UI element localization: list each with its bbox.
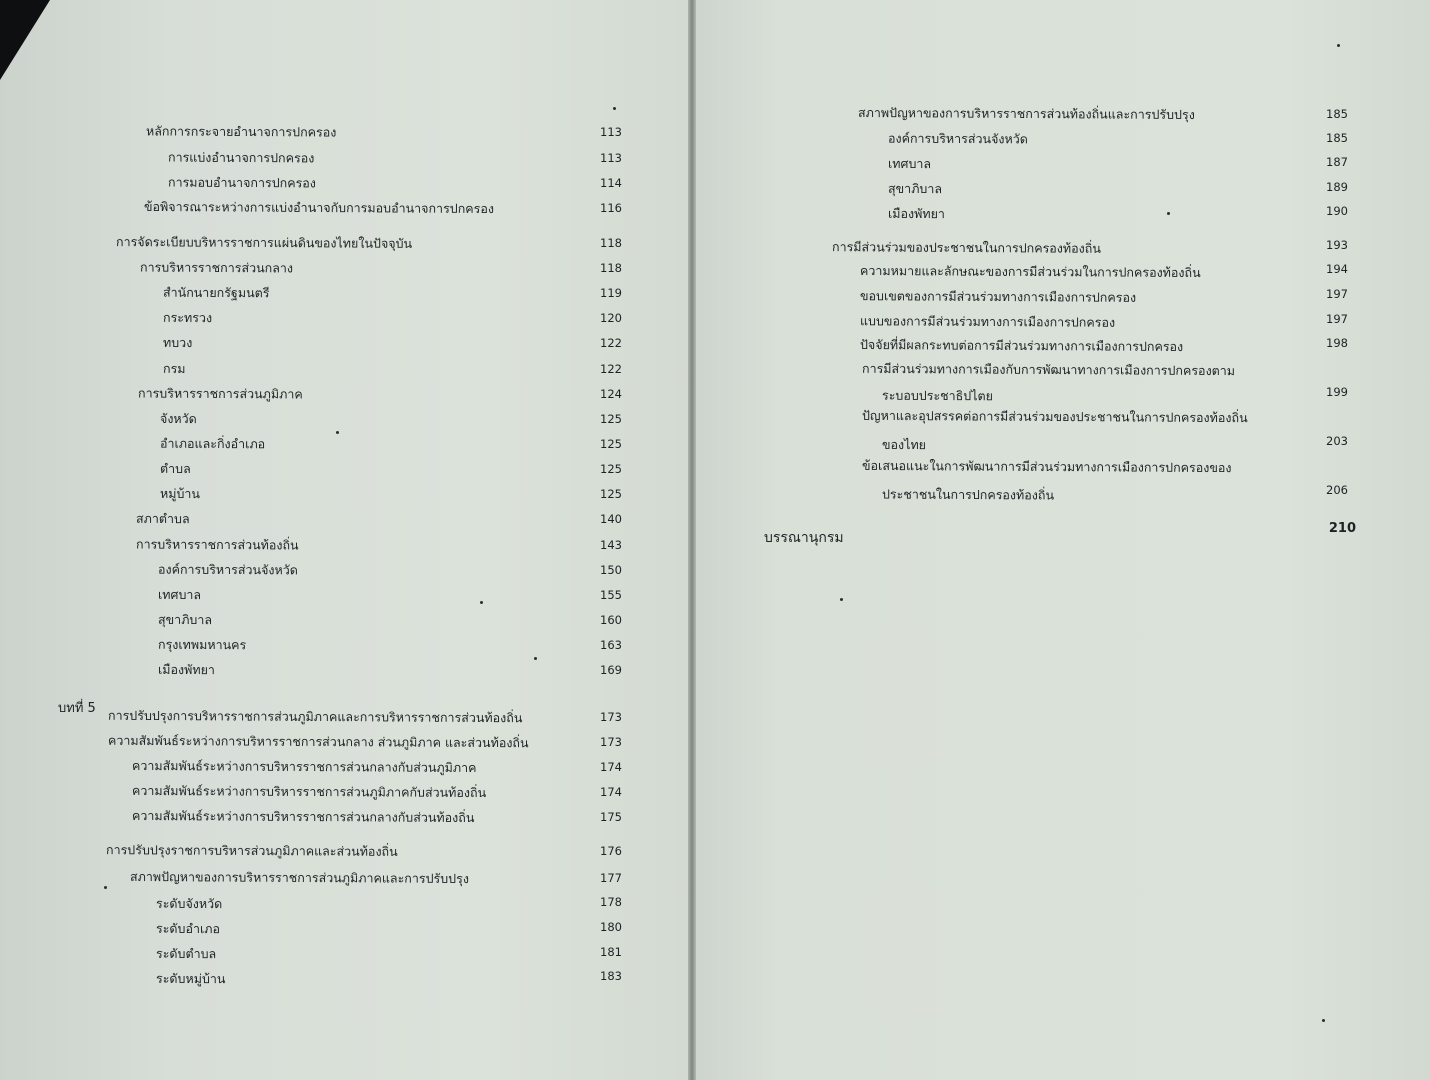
toc-entry: เมืองพัทยา <box>888 205 945 222</box>
toc-page-number: 178 <box>600 895 622 909</box>
paper-speck <box>1322 1019 1325 1022</box>
toc-page-number: 180 <box>600 920 622 934</box>
toc-entry: การมีส่วนร่วมของประชาชนในการปกครองท้องถิ่น <box>832 239 1101 256</box>
toc-page-number: 113 <box>600 151 622 165</box>
toc-page-number: 187 <box>1326 155 1348 169</box>
toc-entry: สภาพปัญหาของการบริหารราชการส่วนท้องถิ่นและการปรับปรุง <box>858 104 1195 123</box>
toc-entry: สภาพปัญหาของการบริหารราชการส่วนภูมิภาคและการปรับปรุง <box>130 868 469 887</box>
toc-page-number: 173 <box>600 735 622 749</box>
toc-entry: องค์การบริหารส่วนจังหวัด <box>888 130 1028 147</box>
toc-page-number: 193 <box>1326 238 1348 252</box>
toc-page-number: 175 <box>600 810 622 824</box>
paper-speck <box>336 431 339 434</box>
toc-entry: กรุงเทพมหานคร <box>158 636 247 653</box>
toc-entry: ความสัมพันธ์ระหว่างการบริหารราชการส่วนกลางกับส่วนภูมิภาค <box>132 757 477 776</box>
toc-entry: ข้อเสนอแนะในการพัฒนาการมีส่วนร่วมทางการเมืองการปกครองของ <box>862 457 1232 476</box>
toc-page-number: 125 <box>600 462 622 476</box>
toc-entry: การจัดระเบียบบริหารราชการแผ่นดินของไทยในปัจจุบัน <box>116 234 413 251</box>
toc-entry: ปัจจัยที่มีผลกระทบต่อการมีส่วนร่วมทางการเมืองการปกครอง <box>860 337 1184 354</box>
toc-page-number: 113 <box>600 125 622 139</box>
toc-page-number: 176 <box>600 844 622 858</box>
toc-entry: เทศบาล <box>158 586 202 603</box>
toc-entry: กระทรวง <box>163 309 213 326</box>
toc-page-number: 197 <box>1326 287 1348 301</box>
toc-page-number: 122 <box>600 362 622 376</box>
toc-entry: ระดับหมู่บ้าน <box>156 970 226 987</box>
toc-entry: การมีส่วนร่วมทางการเมืองกับการพัฒนาทางการเมืองการปกครองตาม <box>862 360 1236 379</box>
toc-page-number: 125 <box>600 437 622 451</box>
toc-page-number: 199 <box>1326 385 1348 399</box>
paper-speck <box>480 601 483 604</box>
bibliography-page-number: 210 <box>1328 521 1356 536</box>
toc-entry: องค์การบริหารส่วนจังหวัด <box>158 561 298 578</box>
toc-page-number: 163 <box>600 638 622 652</box>
toc-entry: ความสัมพันธ์ระหว่างการบริหารราชการส่วนกลางกับส่วนท้องถิ่น <box>132 807 475 826</box>
toc-entry: สุขาภิบาล <box>888 180 943 197</box>
toc-entry: ขอบเขตของการมีส่วนร่วมทางการเมืองการปกครอง <box>860 288 1137 305</box>
toc-entry: กรม <box>163 360 186 377</box>
toc-page-number: 160 <box>600 613 622 627</box>
toc-page-number: 185 <box>1326 131 1348 145</box>
toc-page-number: 206 <box>1326 483 1348 497</box>
toc-entry: เทศบาล <box>888 155 932 172</box>
toc-page-number: 183 <box>600 969 622 983</box>
chapter-label: บทที่ 5 <box>58 701 96 716</box>
toc-page-number: 119 <box>600 286 622 300</box>
toc-entry: ความหมายและลักษณะของการมีส่วนร่วมในการปกครองท้องถิ่น <box>860 262 1201 281</box>
toc-entry: ประชาชนในการปกครองท้องถิ่น <box>882 486 1054 503</box>
toc-entry: ของไทย <box>882 436 927 453</box>
toc-entry: ความสัมพันธ์ระหว่างการบริหารราชการส่วนภูมิภาคกับส่วนท้องถิ่น <box>132 782 487 801</box>
toc-page-number: 173 <box>600 710 622 724</box>
paper-speck <box>104 886 107 889</box>
toc-page-number: 169 <box>600 663 622 677</box>
toc-entry: ระดับตำบล <box>156 945 217 962</box>
toc-page-number: 174 <box>600 785 622 799</box>
toc-page-number: 120 <box>600 311 622 325</box>
toc-page-number: 125 <box>600 487 622 501</box>
toc-page-number: 185 <box>1326 107 1348 121</box>
paper-speck <box>840 598 843 601</box>
toc-page-number: 122 <box>600 336 622 350</box>
toc-entry: การปรับปรุงราชการบริหารส่วนภูมิภาคและส่วนท้องถิ่น <box>106 842 398 859</box>
toc-page-number: 190 <box>1326 204 1348 218</box>
toc-page-number: 198 <box>1326 336 1348 350</box>
toc-page-number: 125 <box>600 412 622 426</box>
toc-entry: หมู่บ้าน <box>160 485 200 502</box>
paper-speck <box>613 107 616 110</box>
paper-speck <box>1167 212 1170 215</box>
toc-entry: จังหวัด <box>160 410 197 427</box>
toc-entry: ข้อพิจารณาระหว่างการแบ่งอำนาจกับการมอบอำนาจการปกครอง <box>144 198 494 217</box>
toc-entry: ตำบล <box>160 460 191 477</box>
toc-entry: การบริหารราชการส่วนภูมิภาค <box>138 385 303 402</box>
toc-page-number: 177 <box>600 871 622 885</box>
toc-page-number: 203 <box>1326 434 1348 448</box>
toc-entry: สุขาภิบาล <box>158 611 213 628</box>
toc-page-number: 114 <box>600 176 622 190</box>
toc-entry: เมืองพัทยา <box>158 661 215 678</box>
toc-page-number: 116 <box>600 201 622 215</box>
toc-entry: ความสัมพันธ์ระหว่างการบริหารราชการส่วนกลาง ส่วนภูมิภาค และส่วนท้องถิ่น <box>108 732 529 751</box>
toc-page-number: 174 <box>600 760 622 774</box>
paper-speck <box>534 657 537 660</box>
toc-page-number: 155 <box>600 588 622 602</box>
toc-entry: สำนักนายกรัฐมนตรี <box>163 284 270 301</box>
toc-entry: ทบวง <box>163 334 193 351</box>
toc-page-number: 197 <box>1326 312 1348 326</box>
toc-entry: การบริหารราชการส่วนกลาง <box>140 259 293 276</box>
toc-entry: ระดับอำเภอ <box>156 920 221 937</box>
toc-page-number: 150 <box>600 563 622 577</box>
toc-entry: แบบของการมีส่วนร่วมทางการเมืองการปกครอง <box>860 313 1116 330</box>
paper-speck <box>1337 44 1340 47</box>
book-gutter <box>688 0 696 1080</box>
toc-entry: ระดับจังหวัด <box>156 895 223 912</box>
toc-entry: หลักการกระจายอำนาจการปกครอง <box>146 123 337 140</box>
toc-page-number: 194 <box>1326 262 1348 276</box>
toc-entry: การปรับปรุงการบริหารราชการส่วนภูมิภาคและการบริหารราชการส่วนท้องถิ่น <box>108 707 523 726</box>
toc-page-number: 118 <box>600 236 622 250</box>
toc-entry: ปัญหาและอุปสรรคต่อการมีส่วนร่วมของประชาชนในการปกครองท้องถิ่น <box>862 407 1248 426</box>
toc-entry: อำเภอและกิ่งอำเภอ <box>160 435 266 452</box>
toc-entry: สภาตำบล <box>136 510 190 527</box>
toc-entry: ระบอบประชาธิปไตย <box>882 387 993 404</box>
toc-entry: การแบ่งอำนาจการปกครอง <box>168 149 315 166</box>
toc-entry: การมอบอำนาจการปกครอง <box>168 174 316 191</box>
toc-page-number: 181 <box>600 945 622 959</box>
bibliography-entry: บรรณานุกรม <box>764 530 844 546</box>
toc-page-number: 189 <box>1326 180 1348 194</box>
toc-page-number: 143 <box>600 538 622 552</box>
toc-page-number: 118 <box>600 261 622 275</box>
toc-page-number: 140 <box>600 512 622 526</box>
toc-page-number: 124 <box>600 387 622 401</box>
toc-entry: การบริหารราชการส่วนท้องถิ่น <box>136 536 299 553</box>
